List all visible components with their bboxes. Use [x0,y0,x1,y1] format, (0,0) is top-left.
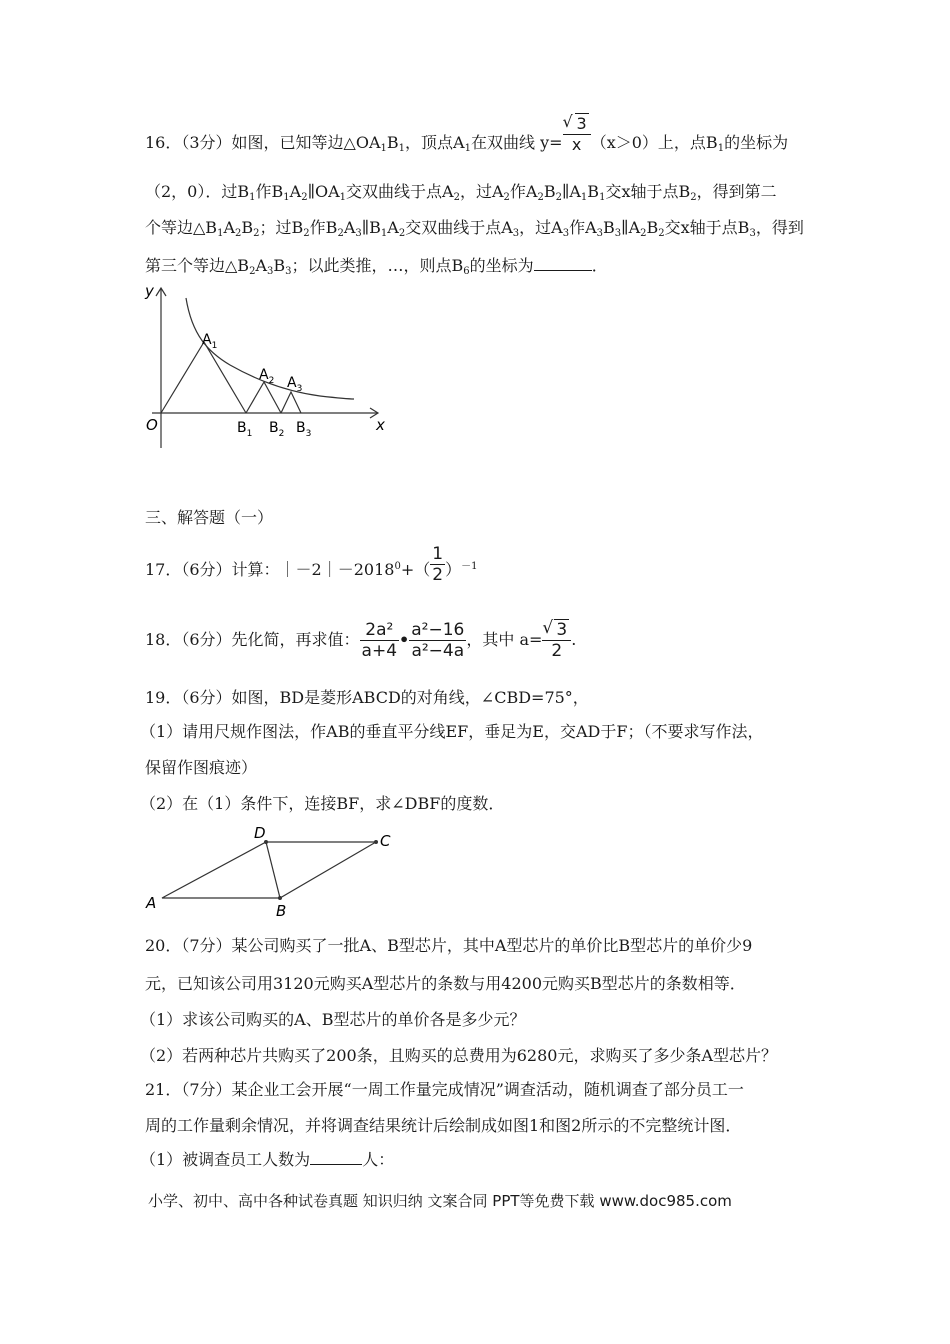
b2-label: $B_2$ [269,420,285,439]
q21-line-1: 21．（7分）某企业工会开展“一周工作量完成情况”调查活动，随机调查了部分员工一 [145,1080,744,1099]
text: （1）被调查员工人数为 [140,1150,311,1169]
q16-line-4 [145,256,608,282]
text: B [273,256,286,275]
sub: 1 [249,192,256,203]
text: B [241,218,254,237]
sub: 2 [253,228,260,239]
text: B [603,218,615,237]
frac-num: 3 [576,114,587,133]
text: 交双曲线于点A [346,182,454,201]
y-label: y [145,282,154,300]
text: 作B [309,218,338,237]
frac-num: 1 [432,544,444,564]
x-label: x [376,416,385,434]
sub: 2 [337,228,344,239]
sub: 1 [339,192,347,203]
sub: 2 [537,192,544,203]
sub: 3 [267,266,274,277]
a1-label: $A_1$ [202,332,218,351]
text: +（ [400,560,431,579]
footer-text: 小学、初中、高中各种试卷真题 知识归纳 文案合同 PPT等免费下载 www.doc985.com [148,1192,732,1210]
answer-blank[interactable] [534,270,592,271]
fraction-2 [409,620,466,661]
sub: 2 [453,192,460,203]
q16-figure [140,280,400,455]
sub: 3 [285,266,292,277]
triangle-1 [161,342,246,413]
sub: 3 [562,228,570,239]
frac-den: a²−4a [411,641,465,661]
frac-den: a+4 [361,641,398,661]
sub: 1 [217,228,224,239]
q21-line-3 [140,1150,394,1170]
answer-blank[interactable] [310,1164,362,1165]
text: ∥B [361,218,381,237]
q16-line-1 [145,114,789,159]
q16-line-2 [145,182,777,208]
text: A [387,218,399,237]
text: 交x轴于点B [605,182,691,201]
sub: 1 [380,228,388,239]
text: A [223,218,236,237]
text: B [587,182,600,201]
frac-num: 3 [556,620,568,640]
sup: 0 [394,561,401,572]
text: 作B [255,182,284,201]
text: 的坐标为 [724,133,789,152]
q21-line-2: 周的工作量剩余情况，并将调查结果统计后绘制成如图1和图2所示的不完整统计图． [145,1116,742,1135]
triangle-3 [281,392,301,413]
text: ． [591,256,608,275]
text: ，过A [459,182,504,201]
text: 第三个等边△B [145,256,250,275]
sub: 1 [599,192,606,203]
label-c: C [380,832,391,850]
text: . [571,630,577,649]
text: 作A [569,218,597,237]
text: 交x轴于点B [664,218,750,237]
text: （x＞0）上，点B [590,133,718,152]
q19-line-2: （1）请用尺规作图法，作AB的垂直平分线EF，垂足为E，交AD于F；（不要求写作法， [140,722,764,741]
point-b [278,896,282,900]
text: B [543,182,556,201]
label-a: A [146,894,157,912]
q19-line-1: 19．（6分）如图，BD是菱形ABCD的对角线，∠CBD=75°， [145,688,589,707]
text: ，其中 a= [466,630,543,649]
frac-num: 2a² [360,620,399,641]
sqrt3-over-x-fraction [563,114,591,155]
sub: 3 [512,228,520,239]
label-b: B [276,902,287,920]
text: ，过A [519,218,563,237]
sub: 2 [658,228,665,239]
q19-line-4: （2）在（1）条件下，连接BF，求∠DBF的度数． [140,794,505,813]
frac-den: 2 [432,565,444,585]
text: 个等边△B [145,218,218,237]
b1-label: $B_1$ [237,420,253,439]
sub: 2 [249,266,256,277]
q19-line-3: 保留作图痕迹） [145,758,258,777]
sup: －1 [461,561,478,572]
sub: 2 [301,192,308,203]
text: ，顶点A [405,133,465,152]
q20-line-2: 元，已知该公司用3120元购买A型芯片的条数与用4200元购买B型芯片的条数相等． [145,974,746,993]
text: ∥OA [307,182,340,201]
sub: 1 [380,143,387,154]
sub: 3 [614,228,622,239]
diagonal-bd [266,842,280,898]
origin-label: O [146,416,158,434]
frac-num: a²−16 [411,620,465,640]
fraction-1 [360,620,399,661]
sub: 6 [463,266,470,277]
text: ，得到第二 [696,182,777,201]
text: A [289,182,302,201]
half-fraction [430,544,445,585]
b3-label: $B_3$ [296,420,312,439]
text: B [646,218,659,237]
text: 交双曲线于点A [405,218,513,237]
sub: 2 [503,192,510,203]
rhombus-abcd [162,842,376,898]
text: ） [445,560,462,579]
section-title: 三、解答题（一） [145,508,274,527]
sub: 1 [580,192,588,203]
point-c [374,840,378,844]
sub: 2 [303,228,310,239]
sub: 1 [717,143,725,154]
text: 作A [509,182,538,201]
q19-figure [140,822,410,922]
sub: 2 [235,228,242,239]
sub: 1 [398,143,406,154]
text: （2，0）．过B [145,182,250,201]
q20-line-4: （2）若两种芯片共购买了200条，且购买的总费用为6280元，求购买了多少条A型芯片？ [140,1046,777,1065]
sub: 2 [398,228,406,239]
q17 [145,544,478,585]
sub: 3 [355,228,362,239]
sub: 3 [596,228,604,239]
sub: 1 [464,143,471,154]
sub: 2 [555,192,562,203]
sub: 2 [690,192,697,203]
text: A [255,256,268,275]
text: ∥A [621,218,641,237]
fraction-3 [542,620,571,661]
sub: 1 [283,192,290,203]
text: ，得到 [755,218,804,237]
text: 人： [362,1150,395,1169]
sub: 3 [749,228,756,239]
frac-den: 2 [551,641,563,661]
q20-line-3: （1）求该公司购买的A、B型芯片的单价各是多少元？ [140,1010,526,1029]
text: ；过B [259,218,304,237]
a3-label: $A_3$ [287,375,303,394]
text: B [386,133,399,152]
triangle-2 [246,382,281,413]
text: 16．（3分）如图，已知等边△OA [145,133,381,152]
text: 在双曲线 y= [470,133,563,152]
label-d: D [254,824,266,842]
text: ∥A [561,182,581,201]
q18 [145,618,576,662]
text: 18．（6分）先化简，再求值： [145,630,360,649]
sub: 2 [640,228,647,239]
text: 17．（6分）计算：｜－2｜－2018 [145,560,395,579]
q20-line-1: 20．（7分）某公司购买了一批A、B型芯片，其中A型芯片的单价比B型芯片的单价少9 [145,936,753,955]
a2-label: $A_2$ [259,367,275,386]
text: 的坐标为 [469,256,534,275]
frac-den: x [571,135,582,154]
text: ；以此类推，…，则点B [291,256,464,275]
q16-line-3 [145,218,804,244]
multiply-dot: • [399,630,410,649]
text: A [343,218,356,237]
